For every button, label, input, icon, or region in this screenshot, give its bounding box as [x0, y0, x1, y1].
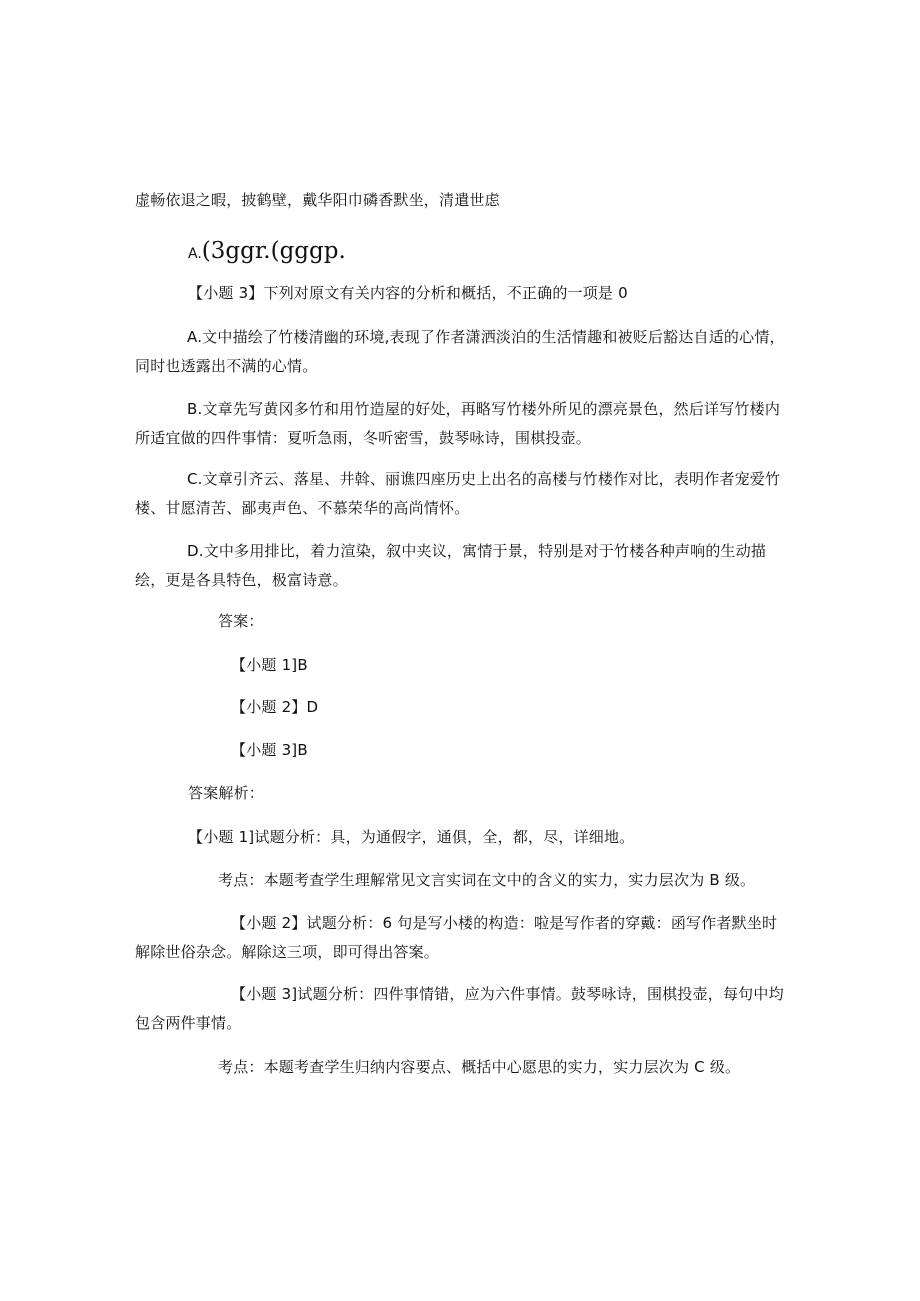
option-a-label: A. — [188, 246, 202, 262]
answer-1: 【小题 1]B — [231, 656, 308, 674]
analysis-2: 【小题 2】试题分析：6 句是写小楼的构造：啦是写作者的穿戴：函写作者默坐时解除世俗杂念。解除这三项，即可得出答案。 — [135, 914, 778, 961]
analysis-1: 【小题 1]试题分析：具，为通假字，通俱，全，都，尽，详细地。 — [188, 828, 635, 846]
option-a-garbled — [188, 236, 346, 269]
question-3-heading: 【小题 3】下列对原文有关内容的分析和概括，不正确的一项是 0 — [188, 284, 628, 302]
analysis-label: 答案解析： — [188, 784, 265, 802]
kaodian-2: 考点：本题考查学生归纳内容要点、概括中心愿思的实力，实力层次为 C 级。 — [218, 1058, 741, 1076]
question-3-option-d: D.文中多用排比，着力渲染，叙中夹议，寓情于景，特别是对于竹楼各种声响的生动描绘，更是各具特色，极富诗意。 — [135, 542, 767, 589]
option-a-text: (3ggr.(gggp. — [201, 238, 346, 264]
answer-2: 【小题 2】D — [231, 698, 319, 716]
answer-3: 【小题 3]B — [231, 741, 308, 759]
kaodian-1: 考点：本题考查学生理解常见文言实词在文中的含义的实力，实力层次为 B 级。 — [218, 871, 756, 889]
question-3-option-c: C.文章引齐云、落星、井斡、丽谯四座历史上出名的高楼与竹楼作对比，表明作者宠爱竹楼、甘愿清苦、鄙夷声色、不慕荣华的高尚情怀。 — [135, 470, 781, 517]
question-3-option-a: A.文中描绘了竹楼清幽的环境,表现了作者潇洒淡泊的生活情趣和被贬后豁达自适的心情，同时也透露出不满的心情。 — [135, 328, 785, 375]
analysis-3: 【小题 3]试题分析：四件事情错，应为六件事情。鼓琴咏诗，围棋投壶，每句中均包含两件事情。 — [135, 985, 784, 1032]
question-3-option-b: B.文章先写黄冈多竹和用竹造屋的好处，再略写竹楼外所见的漂亮景色，然后详写竹楼内所适宜做的四件事情：夏听急雨，冬听密雪，鼓琴咏诗，围棋投壶。 — [135, 400, 781, 447]
passage-line: 虚畅依退之暇，披鹤壁，戴华阳巾磷香默坐，清遣世虑 — [135, 191, 500, 209]
answer-label: 答案： — [218, 612, 264, 630]
